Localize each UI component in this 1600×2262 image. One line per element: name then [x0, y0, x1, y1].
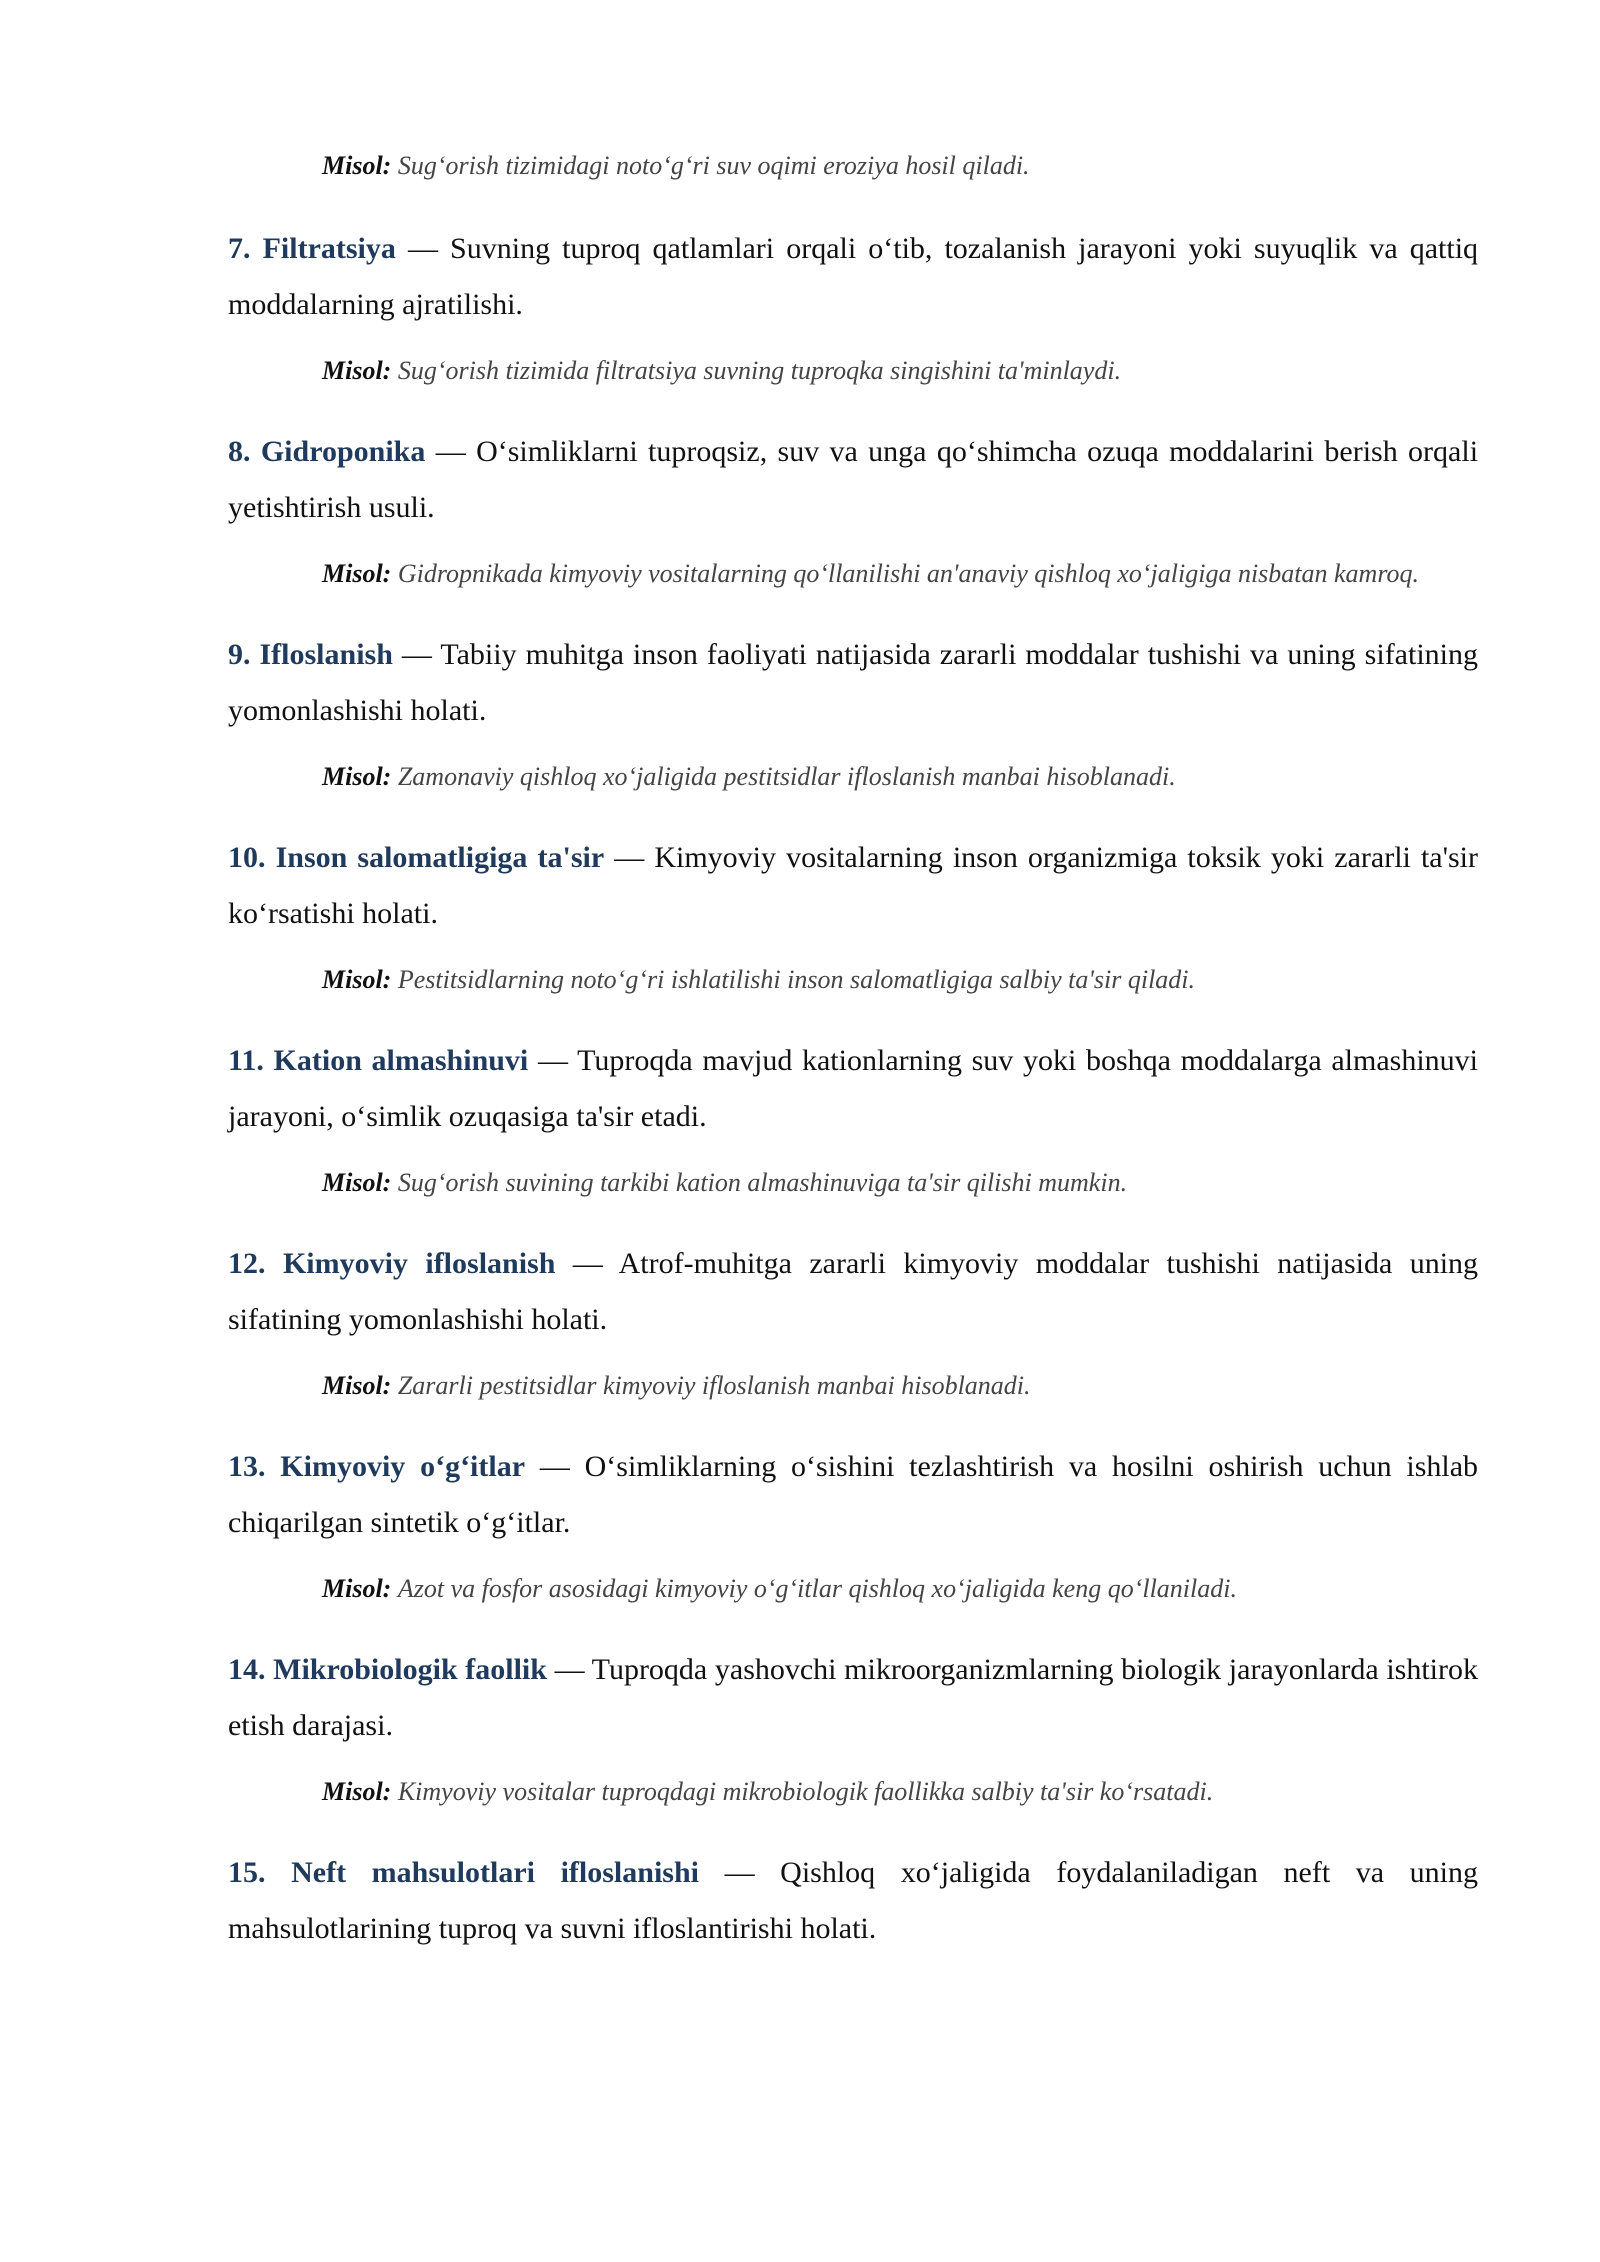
- example-label: Misol:: [322, 965, 392, 994]
- example-text: Gidropnikada kimyoviy vositalarning qo‘llanilishi an'anaviy qishloq xo‘jaligiga nisbatan kamroq.: [397, 559, 1419, 588]
- term-definition-text: O‘simliklarni tuproqsiz, suv va unga qo‘shimcha ozuqa moddalarini berish orqali yetishtirish usuli.: [228, 435, 1479, 524]
- term-dash: —: [539, 1450, 570, 1483]
- intro-example: [322, 140, 1478, 191]
- term-definition-text: O‘simliklarning o‘sishini tezlashtirish va hosilni oshirish uchun ishlab chiqarilgan sintetik o‘g‘itlar.: [228, 1450, 1479, 1539]
- term-example: [322, 751, 1478, 802]
- example-text: Zamonaviy qishloq xo‘jaligida pestitsidlar ifloslanish manbai hisoblanadi.: [397, 762, 1176, 791]
- term-definition: [228, 1642, 1478, 1754]
- term-number: 14.: [228, 1653, 266, 1686]
- term-number: 8.: [228, 435, 251, 468]
- term-dash: —: [435, 435, 466, 468]
- term-definition: [228, 627, 1478, 739]
- term-dash: —: [724, 1856, 755, 1889]
- glossary-entry: [228, 1033, 1478, 1208]
- term-definition: [228, 424, 1478, 536]
- term-example: [322, 1766, 1478, 1817]
- glossary-entry: [228, 627, 1478, 802]
- glossary-entry: [228, 1642, 1478, 1817]
- example-label: Misol:: [322, 1168, 392, 1197]
- example-label: Misol:: [322, 1574, 392, 1603]
- term-definition: [228, 1439, 1478, 1551]
- example-text: Kimyoviy vositalar tuproqdagi mikrobiologik faollikka salbiy ta'sir ko‘rsatadi.: [397, 1777, 1214, 1806]
- glossary-entry: [228, 1439, 1478, 1614]
- term-number: 11.: [228, 1044, 264, 1077]
- term-dash: —: [614, 841, 645, 874]
- term-definition-text: Tabiiy muhitga inson faoliyati natijasida zararli moddalar tushishi va uning sifatining yomonlashishi holati.: [228, 638, 1479, 727]
- glossary-list: [228, 221, 1478, 1957]
- example-text: Sug‘orish tizimida filtratsiya suvning tuproqka singishini ta'minlaydi.: [397, 356, 1122, 385]
- example-label: Misol:: [322, 1371, 392, 1400]
- term-dash: —: [407, 232, 438, 265]
- term-name: Inson salomatligiga ta'sir: [275, 841, 605, 874]
- term-definition-text: Tuproqda mavjud kationlarning suv yoki boshqa moddalarga almashinuvi jarayoni, o‘simlik ozuqasiga ta'sir etadi.: [228, 1044, 1479, 1133]
- term-definition: [228, 1236, 1478, 1348]
- term-definition: [228, 1033, 1478, 1145]
- term-number: 10.: [228, 841, 266, 874]
- term-number: 12.: [228, 1247, 266, 1280]
- term-definition-text: Suvning tuproq qatlamlari orqali o‘tib, tozalanish jarayoni yoki suyuqlik va qattiq moddalarning ajratilishi.: [228, 232, 1479, 321]
- example-label: Misol:: [322, 1777, 392, 1806]
- term-definition-text: Atrof-muhitga zararli kimyoviy moddalar tushishi natijasida uning sifatining yomonlashishi holati.: [228, 1247, 1479, 1336]
- example-text: Pestitsidlarning noto‘g‘ri ishlatilishi inson salomatligiga salbiy ta'sir qiladi.: [397, 965, 1196, 994]
- example-label: Misol:: [322, 762, 392, 791]
- term-definition: [228, 830, 1478, 942]
- term-dash: —: [554, 1653, 585, 1686]
- term-example: [322, 1563, 1478, 1614]
- term-definition-text: Qishloq xo‘jaligida foydalaniladigan neft va uning mahsulotlarining tuproq va suvni ifloslantirishi holati.: [228, 1856, 1478, 1945]
- term-definition-text: Kimyoviy vositalarning inson organizmiga toksik yoki zararli ta'sir ko‘rsatishi holati.: [228, 841, 1479, 930]
- term-name: Gidroponika: [260, 435, 426, 468]
- term-definition: [228, 221, 1478, 333]
- term-name: Neft mahsulotlari ifloslanishi: [291, 1856, 699, 1889]
- example-text: Sug‘orish tizimidagi noto‘g‘ri suv oqimi eroziya hosil qiladi.: [397, 151, 1030, 180]
- glossary-entry: [228, 830, 1478, 1005]
- term-example: [322, 345, 1478, 396]
- term-name: Ifloslanish: [259, 638, 393, 671]
- term-example: [322, 1360, 1478, 1411]
- term-name: Filtratsiya: [262, 232, 396, 265]
- term-dash: —: [401, 638, 432, 671]
- glossary-entry: [228, 221, 1478, 396]
- term-number: 13.: [228, 1450, 266, 1483]
- example-text: Zararli pestitsidlar kimyoviy ifloslanish manbai hisoblanadi.: [397, 1371, 1031, 1400]
- term-example: [322, 1157, 1478, 1208]
- example-label: Misol:: [322, 356, 392, 385]
- example-label: Misol:: [322, 151, 392, 180]
- term-name: Kimyoviy o‘g‘itlar: [280, 1450, 526, 1483]
- term-definition: [228, 1845, 1478, 1957]
- term-name: Mikrobiologik faollik: [273, 1653, 547, 1686]
- term-name: Kation almashinuvi: [273, 1044, 529, 1077]
- term-definition-text: Tuproqda yashovchi mikroorganizmlarning biologik jarayonlarda ishtirok etish darajasi.: [228, 1653, 1479, 1742]
- term-dash: —: [572, 1247, 603, 1280]
- glossary-entry: [228, 1845, 1478, 1957]
- term-name: Kimyoviy ifloslanish: [282, 1247, 556, 1280]
- term-number: 9.: [228, 638, 251, 671]
- term-number: 7.: [228, 232, 251, 265]
- glossary-entry: [228, 424, 1478, 599]
- glossary-entry: [228, 1236, 1478, 1411]
- term-example: [322, 548, 1478, 599]
- example-text: Sug‘orish suvining tarkibi kation almashinuviga ta'sir qilishi mumkin.: [397, 1168, 1128, 1197]
- term-dash: —: [537, 1044, 568, 1077]
- document-page: [228, 140, 1478, 1985]
- term-number: 15.: [228, 1856, 266, 1889]
- example-text: Azot va fosfor asosidagi kimyoviy o‘g‘itlar qishloq xo‘jaligida keng qo‘llaniladi.: [397, 1574, 1237, 1603]
- example-label: Misol:: [322, 559, 392, 588]
- term-example: [322, 954, 1478, 1005]
